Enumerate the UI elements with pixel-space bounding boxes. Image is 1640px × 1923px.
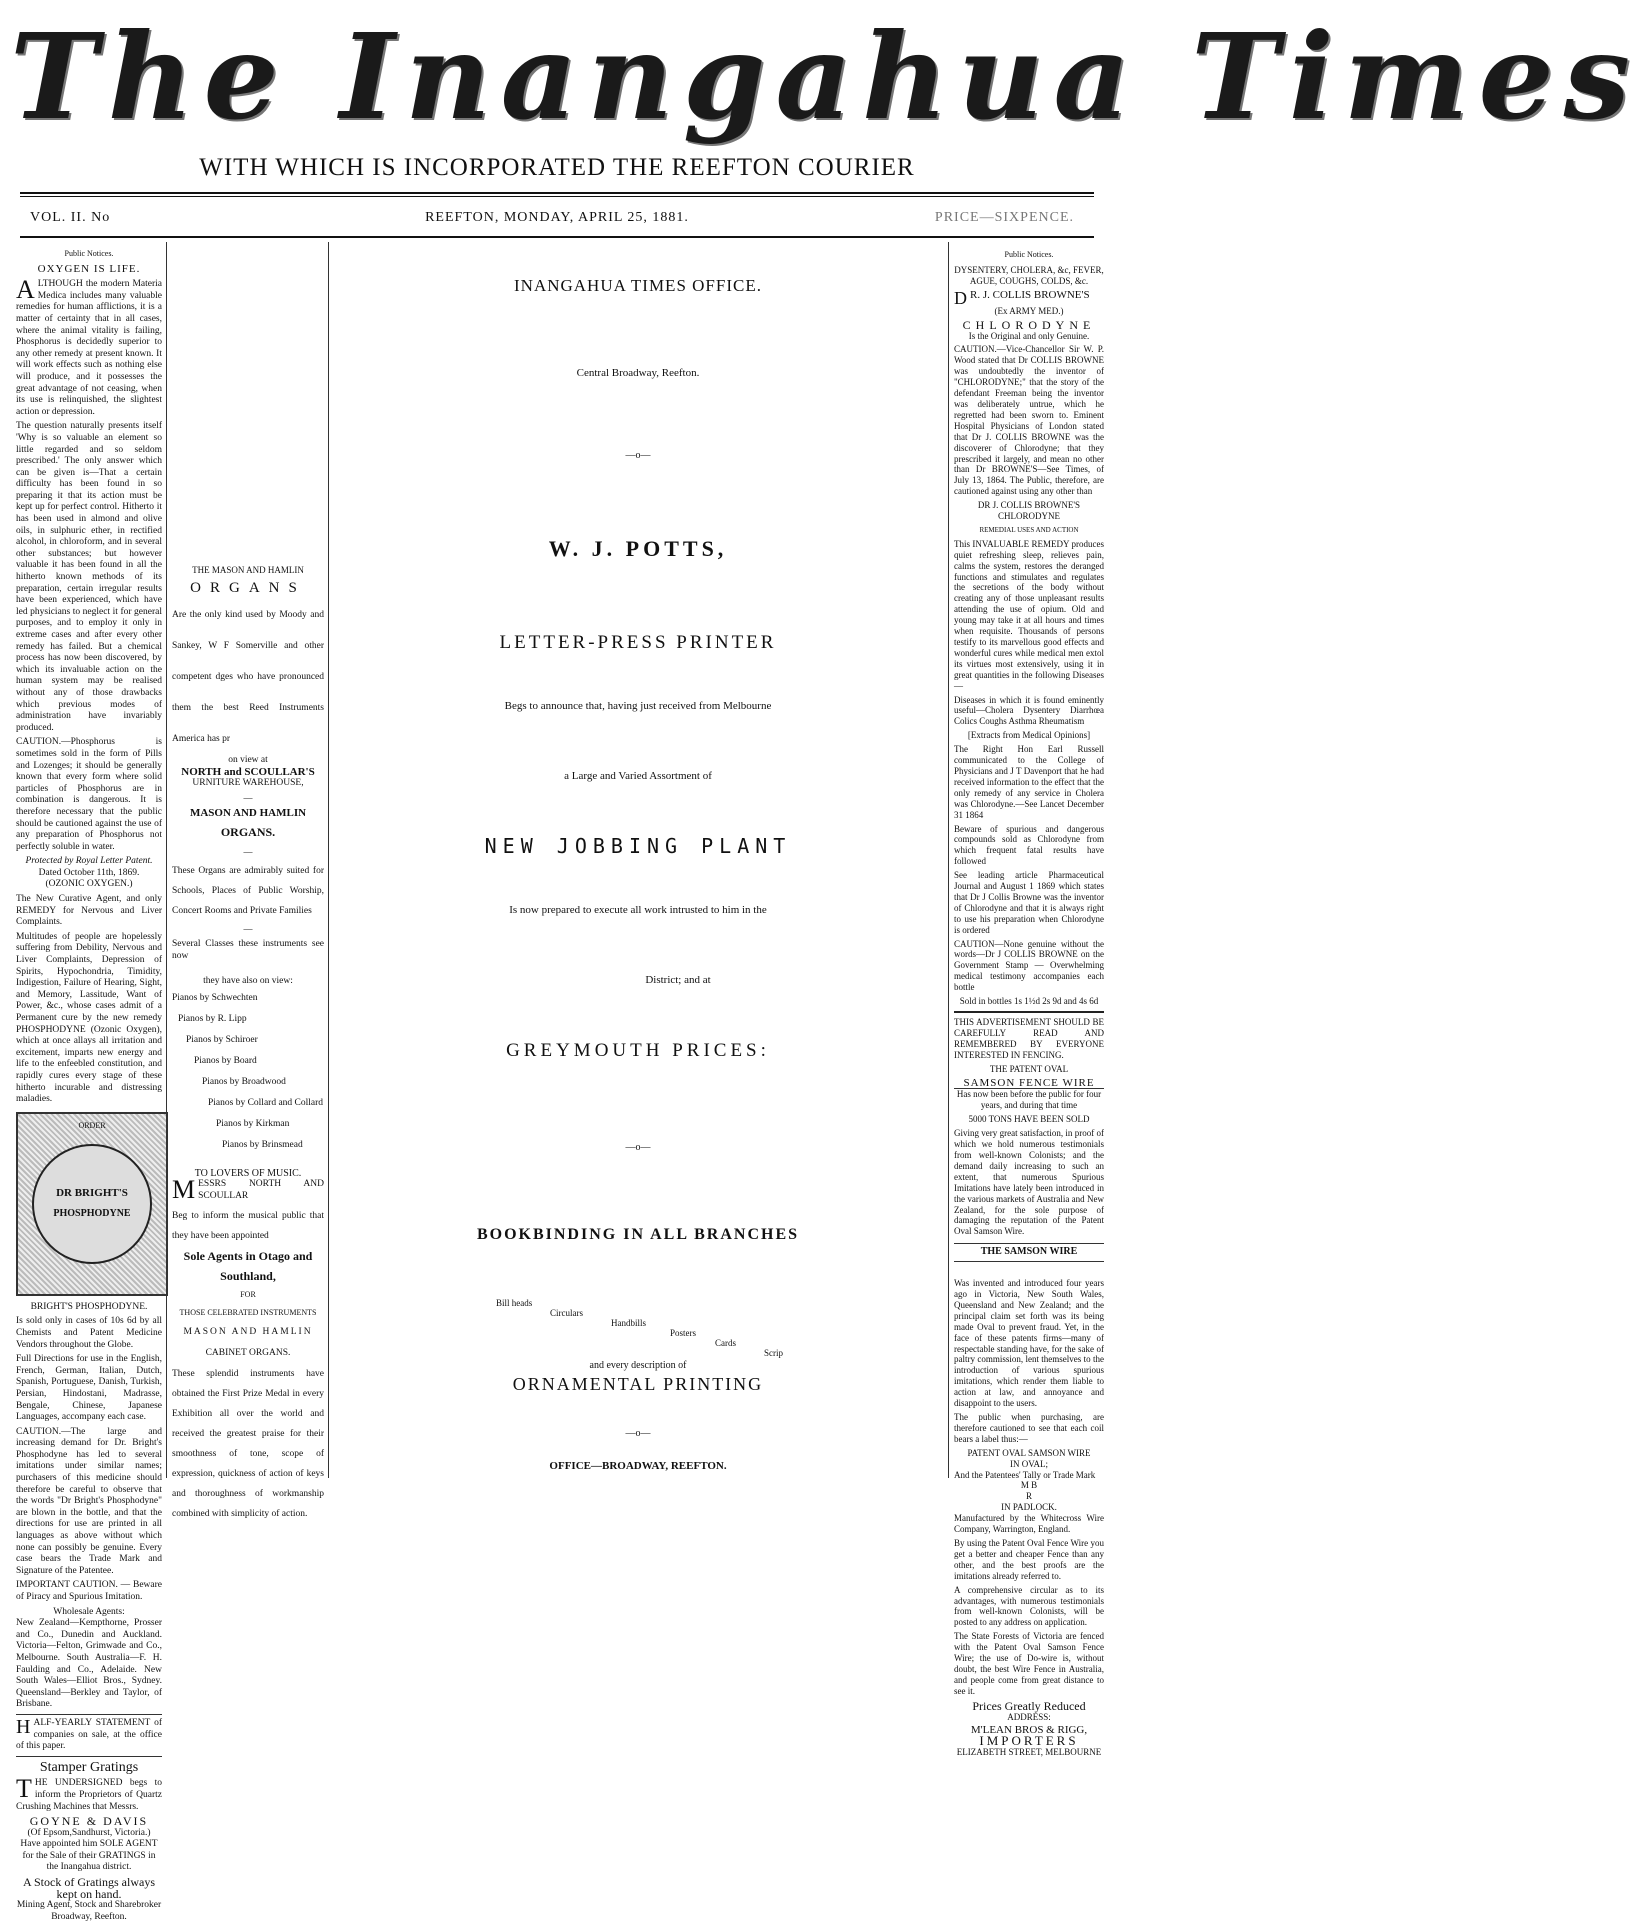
elizabeth-street: ELIZABETH STREET, MELBOURNE xyxy=(956,1747,1102,1758)
mason-2: MASON AND HAMLIN xyxy=(189,806,307,819)
sold: Is sold only in cases of 10s 6d by all Chemists and Patent Medicine Vendors throughout the Globe. xyxy=(16,1316,162,1350)
potts-name: W. J. POTTS, xyxy=(548,536,728,561)
caution-none: CAUTION—None genuine without the words—Dr J COLLIS BROWNE on the Government Stamp — Overwhelming medical testimony accompanies each bottle xyxy=(954,938,1104,993)
section-label: Public Notices. xyxy=(1004,250,1054,259)
col-divider-2 xyxy=(328,242,329,1478)
stock: A Stock of Gratings always kept on hand. xyxy=(23,1875,155,1901)
item-cards: Cards xyxy=(715,1338,736,1348)
importers: IMPORTERS xyxy=(979,1733,1079,1749)
mclean-bros: M'LEAN BROS & RIGG, xyxy=(970,1724,1088,1737)
office-address: Central Broadway, Reefton. xyxy=(576,367,700,379)
north-scoullar: NORTH and SCOULLAR'S xyxy=(181,765,315,778)
seal-circle xyxy=(32,1144,152,1264)
russell: The Right Hon Earl Russell communicated to the College of Physicians and J T Davenport that he had received information to the effect that the only remedy of any service in Cholera was Chlorodyne.—See Lancet December 31 1864 xyxy=(954,744,1104,820)
remedy: The New Curative Agent, and only REMEDY for Nervous and Liver Complaints. xyxy=(16,894,162,928)
stamper-heading: Stamper Gratings xyxy=(39,1759,139,1775)
caution-2: CAUTION.—The large and increasing demand for Dr. Bright's Phosphodyne has led to several imitations under similar names; purchasers of this medicine should therefore be careful to observe that the words "Dr Bright's Phosphodyne" are blown in the bottle, and that the directions for use are printed in all languages as above without which none can possibly be genuine. Every case bears the Trade Mark and Signature of the Patentee. xyxy=(16,1426,162,1576)
cabinet-organs: CABINET ORGANS. xyxy=(205,1347,291,1358)
agents: New Zealand—Kempthorne, Prosser and Co., Dunedin and Auckland. Victoria—Felton, Grimwade and Co., Melbourne. South Australia—F. H. Faulding and Co., Adelaide. New South Wales—Elliot Bros., Sydney. Queensland—Berkley and Taylor, of Brisbane. xyxy=(16,1618,162,1710)
jobbing-plant: NEW JOBBING PLANT xyxy=(484,834,792,858)
half-yearly: HALF-YEARLY STATEMENT of companies on sale, at the office of this paper. xyxy=(16,1715,162,1752)
tons-sold: 5000 TONS HAVE BEEN SOLD xyxy=(968,1114,1090,1125)
column-2: THE MASON AND HAMLIN ORGANS Are the only kind used by Moody and Sankey, W F Somerville and other competent dges who have pronounced them the best Reed Instruments America has pr on view at NORTH and SCOULLAR'S URNITURE WAREHOUSE, — MASON AND HAMLIN ORGANS. — These Organs are admirably suited for Schools, Places of Public Worship, Concert Rooms and Private Families — Several Classes these instruments see now they have also on view: Pianos by Schwechten Pianos by R. Lipp Pianos by Schiroer Pianos by Board Pianos by Broadwood Pianos by Collard and Collard Pianos by Kirkman Pianos by Brinsmead TO LOVERS OF MUSIC. MESSRS NORTH AND SCOULLAR Beg to inform the musical public that they have been appointed Sole Agents in Otago and Southland, FOR THOSE CELEBRATED INSTRUMENTS MASON AND HAMLIN CABINET ORGANS. These splendid instruments have obtained the First Prize Medal in every Exhibition all over the world and received the greatest praise for their smoothness of tone, scope of expression, quickness of action of keys and thoroughness of workmanship combined with simplicity of action. xyxy=(172,250,324,1476)
stamper-body: THE UNDERSIGNED begs to inform the Proprietors of Quartz Crushing Machines that Messrs. xyxy=(16,1774,162,1812)
manufactured: Manufactured by the Whitecross Wire Company, Warrington, England. xyxy=(954,1513,1104,1535)
rule-top xyxy=(20,192,1094,194)
patent: Protected by Royal Letter Patent. xyxy=(25,856,153,867)
wholesale: Wholesale Agents: xyxy=(53,1606,125,1617)
patent-date: Dated October 11th, 1869. xyxy=(38,867,140,878)
caution-1: CAUTION.—Phosphorus is sometimes sold in the form of Pills and Lozenges; it should be generally known that every form where solid particles of Phosphorus are in combination is dangerous. It is therefore necessary that the public should be cautioned against the use of any preparation of Phosphorus not perfectly soluble in water. xyxy=(16,737,162,852)
item-scrip: Scrip xyxy=(764,1348,783,1358)
dateline: REEFTON, MONDAY, APRIL 25, 1881. xyxy=(425,210,689,225)
seal-mid-text: DR BRIGHT'S xyxy=(56,1187,128,1200)
public-cautioned: The public when purchasing, are therefore cautioned to see that each coil bears a label thus:— xyxy=(954,1412,1104,1444)
beware: Beware of spurious and dangerous compounds sold as Chlorodyne from which frequent fatal results have followed xyxy=(954,823,1104,867)
collis-browne: D R. J. COLLIS BROWNE'S xyxy=(954,287,1090,308)
directions: Full Directions for use in the English, French, German, Italian, Dutch, Spanish, Portuguese, Danish, Turkish, Persian, Hindostani, Madrasse, Bengale, Chinese, Japanese Languages, accompany each case. xyxy=(16,1354,162,1423)
state-forests: The State Forests of Victoria are fenced with the Patent Oval Samson Fence Wire; the use of Do-wire is, without doubt, the best Wire Fence in Australia, and people come from great distance to see it. xyxy=(954,1631,1104,1696)
greymouth-prices: GREYMOUTH PRICES: xyxy=(506,1040,770,1061)
diseases: Diseases in which it is found eminently useful—Cholera Dysentery Diarrhœa Colics Coughs Asthma Rheumatism xyxy=(954,694,1104,727)
volume: VOL. II. No xyxy=(30,210,111,225)
item-handbills: Handbills xyxy=(611,1318,646,1328)
piano-item: Pianos by Brinsmead xyxy=(222,1139,303,1150)
oxygen-body-2: The question naturally presents itself 'Why is so valuable an element so little regarded and so seldom prescribed.' The only answer which can be given is—That a certain difficulty has been found in so preparing it that its action must be kept up for perfect control. Hitherto it has been used in almond and olive oils, in sulphuric ether, in rectified alcohol, in chloroform, and in several other substances; but however valuable it has been found in all the hitherto known methods of its preparation, certain irregular results have been experienced, which have led physicians to neglect it for general purposes, and to employ it only in extreme cases and after every other remedy has failed. But a chemical process has now been discovered, by which its invaluable action on the human system may be realised without any of those drawbacks which previous modes of administration have invariably produced. xyxy=(16,421,162,733)
extracts: [Extracts from Medical Opinions] xyxy=(967,730,1091,741)
piano-item: Pianos by Schiroer xyxy=(186,1034,258,1045)
item-circulars: Circulars xyxy=(550,1308,583,1318)
invented: Was invented and introduced four years ago in Victoria, New South Wales, Queensland and New Zealand; and the principal claim set forth was its being made Oval to prevent fraud. Yet, in the face of these patents firms—many of respectable standing have, for the sake of paltry commission, lent themselves to the introduction of various spurious imitations, which render them liable to action at law, and annoyance and disappoint to the users. xyxy=(954,1278,1104,1409)
mining: Mining Agent, Stock and Sharebroker Broadway, Reefton. xyxy=(16,1900,162,1922)
lovers-heading: TO LOVERS OF MUSIC. xyxy=(194,1167,302,1179)
label-1: PATENT OVAL SAMSON WIRE xyxy=(967,1447,1091,1458)
goyne-location: (Of Epsom,Sandhurst, Victoria.) xyxy=(27,1827,151,1838)
printer-advertisement xyxy=(334,250,942,1476)
seal-top-text: ORDER xyxy=(78,1120,106,1130)
furniture-warehouse: URNITURE WAREHOUSE, xyxy=(192,778,304,789)
label-4: M B xyxy=(1020,1480,1038,1491)
rule-top-2 xyxy=(20,196,1094,197)
item-posters: Posters xyxy=(670,1328,697,1338)
address-label: ADDRESS: xyxy=(1007,1711,1051,1722)
piano-item: Pianos by Kirkman xyxy=(216,1118,290,1129)
bookbinding: BOOKBINDING IN ALL BRANCHES xyxy=(476,1226,800,1243)
mason-heading: THE MASON AND HAMLIN xyxy=(192,565,304,576)
remedial: REMEDIAL USES AND ACTION xyxy=(979,525,1079,534)
sole-agents: Sole Agents in Otago and Southland, xyxy=(183,1248,313,1283)
every-description: and every description of xyxy=(589,1360,687,1371)
section-label: Public Notices. xyxy=(64,249,114,258)
goyne: GOYNE & DAVIS xyxy=(29,1814,149,1829)
dysentery: DYSENTERY, CHOLERA, &c, FEVER, AGUE, COUGHS, COLDS, &c. xyxy=(954,264,1104,286)
appointed: Have appointed him SOLE AGENT for the Sale of their GRATINGS in the Inangahua district. xyxy=(20,1839,158,1873)
on-view: on view at xyxy=(228,755,268,766)
invaluable: This INVALUABLE REMEDY produces quiet refreshing sleep, relieves pain, calms the system, restores the deranged functions and stimulates and regulates the secretions of the body without creating any of those unpleasant results attending the use of opium. Old and young may take it at all hours and times when requisite. Thousands of persons testify to its marvellous good effects and wonderful cures while medical men extol its virtues most extensively, using it in great quantities in the following Diseases— xyxy=(954,538,1104,691)
has-now: Has now been before the public for four years, and during that time xyxy=(956,1089,1102,1111)
phosphodyne-seal xyxy=(16,1112,168,1296)
chlorodyne: CHLORODYNE xyxy=(962,317,1096,332)
label-5: R xyxy=(1025,1491,1032,1502)
used-by: Are the only kind used by Moody and Sankey, W F Somerville and other competent dges who have pronounced them the best Reed Instruments America has pr xyxy=(172,610,324,745)
label-2: IN OVAL; xyxy=(1009,1458,1049,1469)
masthead xyxy=(0,0,1640,150)
caution-chancellor: CAUTION.—Vice-Chancellor Sir W. P. Wood stated that Dr COLLIS BROWNE was undoubtedly the inventor of "CHLORODYNE;" that the story of the defendant Freeman being the inventor was deliberately untrue, which he regretted had been sworn to. Eminent Hospital Physicians of London stated that Dr J. COLLIS BROWNE was the discoverer of Chlorodyne; that they prescribed it largely, and mean no other than Dr BROWNE'S—See Times, of July 13, 1864. The Public, therefore, are cautioned against using any other than xyxy=(954,344,1104,497)
organs-heading: ORGANS xyxy=(190,579,306,596)
ex-army: (Ex ARMY MED.) xyxy=(994,305,1064,316)
col-divider-3 xyxy=(948,242,949,1478)
separator: —o— xyxy=(625,450,651,461)
giving: Giving very great satisfaction, in proof of which we hold numerous testimonials from well-known Colonists; and the demand daily increasing to such an extent, that numerous Spurious Imitations have lately been introduced in the various markets of Australia and New Zealand, for the sole purpose of damaging the reputation of the Patent Oval Samson Wire. xyxy=(954,1128,1104,1237)
begs: Begs to announce that, having just received from Melbourne xyxy=(504,700,772,712)
this-advertisement: THIS ADVERTISEMENT SHOULD BE CAREFULLY READ AND REMEMBERED BY EVERYONE INTERESTED IN FENCING. xyxy=(954,1017,1104,1060)
column-1 xyxy=(16,248,162,1922)
oxygen-body-1: ALTHOUGH the modern Materia Medica includes many valuable remedies for human afflictions, it is a matter of certainty that in all cases, where the animal vitality is failing, Phosphorus is decidedly superior to any other remedy at present known. It will work effects such as nothing else will produce, and it possesses the great advantage of not ceasing, when its use is relinquished, the slightest action or depression. xyxy=(16,275,162,417)
mason-3: MASON AND HAMLIN xyxy=(183,1326,313,1337)
also-view: they have also on view: xyxy=(203,976,293,987)
organs-2: ORGANS. xyxy=(220,825,276,840)
celebrated: THOSE CELEBRATED INSTRUMENTS xyxy=(179,1307,317,1317)
leading: See leading article Pharmaceutical Journal and August 1 1869 which states that Dr J Collis Browne was the inventor of Chlorodyne and that it is always right to use his preparation when Chlorodyne is ordered xyxy=(954,870,1104,935)
multitudes: Multitudes of people are hopelessly suffering from Debility, Nervous and Liver Complaints, Depression of Spirits, Hypochondria, Timidity, Indigestion, Failure of Hearing, Sight, and Memory, Lassitude, Want of Power, &c., whose cases admit of a Permanent cure by the new remedy PHOSPHODYNE (Ozonic Oxygen), which at once allays all irritation and excitement, imparts new energy and life to the enfeebled constitution, and rapidly cures every stage of these hitherto incurable and distressing maladies. xyxy=(16,931,162,1105)
samson-fence-wire: SAMSON FENCE WIRE xyxy=(954,1078,1104,1090)
several-classes: Several Classes these instruments see now xyxy=(172,938,324,961)
for: FOR xyxy=(240,1289,256,1299)
label-6: IN PADLOCK. xyxy=(1001,1502,1057,1513)
office-bottom: OFFICE—BROADWAY, REEFTON. xyxy=(549,1460,727,1472)
messrs: MESSRS NORTH AND SCOULLAR xyxy=(172,1175,324,1205)
newspaper-title: The Inangahua Times xyxy=(10,7,1640,146)
pianos-list xyxy=(172,988,324,1156)
piano-item: Pianos by Broadwood xyxy=(202,1076,286,1087)
patent-oval: THE PATENT OVAL xyxy=(989,1063,1069,1074)
piano-item: Pianos by Board xyxy=(194,1055,257,1066)
column-4 xyxy=(954,250,1104,1758)
seal-bottom-text: PHOSPHODYNE xyxy=(53,1207,131,1219)
separator: —o— xyxy=(625,1142,651,1153)
ornamental-printing: ORNAMENTAL PRINTING xyxy=(512,1374,764,1394)
medal: These splendid instruments have obtained the First Prize Medal in every Exhibition all over the world and received the greatest praise for their smoothness of tone, scope of expression, quickness of action of keys and thoroughness of workmanship combined with simplicity of action. xyxy=(172,1368,324,1519)
prices-reduced: Prices Greatly Reduced xyxy=(972,1698,1086,1713)
suited: These Organs are admirably suited for Schools, Places of Public Worship, Concert Rooms and Private Families xyxy=(172,866,324,917)
item-bill-heads: Bill heads xyxy=(496,1298,533,1308)
sold-in: Sold in bottles 1s 1½d 2s 9d and 4s 6d xyxy=(959,996,1099,1007)
brights-heading: BRIGHT'S PHOSPHODYNE. xyxy=(30,1301,148,1312)
piano-item: Pianos by Schwechten xyxy=(172,992,258,1003)
district: District; and at xyxy=(645,974,711,986)
subtitle: WITH WHICH IS INCORPORATED THE REEFTON COURIER xyxy=(199,154,915,181)
piano-item: Pianos by Collard and Collard xyxy=(208,1097,324,1108)
assortment: a Large and Varied Assortment of xyxy=(564,770,712,782)
important: IMPORTANT CAUTION. — Beware of Piracy and Spurious Imitation. xyxy=(16,1580,162,1602)
office-heading: INANGAHUA TIMES OFFICE. xyxy=(514,276,762,295)
beg: Beg to inform the musical public that they have been appointed xyxy=(172,1210,324,1241)
printer-title: LETTER-PRESS PRINTER xyxy=(499,632,777,653)
separator: —o— xyxy=(625,1428,651,1439)
ozonic: (OZONIC OXYGEN.) xyxy=(45,879,133,890)
samson-wire-heading: THE SAMSON WIRE xyxy=(954,1243,1104,1262)
label-3: And the Patentees' Tally or Trade Mark xyxy=(954,1469,1096,1480)
collis-chlorodyne: DR J. COLLIS BROWNE'S CHLORODYNE xyxy=(977,500,1081,522)
oxygen-heading: OXYGEN IS LIFE. xyxy=(37,262,141,275)
comprehensive: A comprehensive circular as to its advantages, with numerous testimonials from well-known Colonists, will be posted to any address on application. xyxy=(954,1584,1104,1628)
price: PRICE—SIXPENCE. xyxy=(934,210,1074,225)
by-using: By using the Patent Oval Fence Wire you get a better and cheaper Fence than any other, and the best proofs are the imitations already referred to. xyxy=(954,1537,1104,1581)
prepared: Is now prepared to execute all work intrusted to him in the xyxy=(509,904,767,916)
piano-item: Pianos by R. Lipp xyxy=(178,1013,247,1024)
rule-bottom xyxy=(20,236,1094,238)
original: Is the Original and only Genuine. xyxy=(968,330,1090,341)
